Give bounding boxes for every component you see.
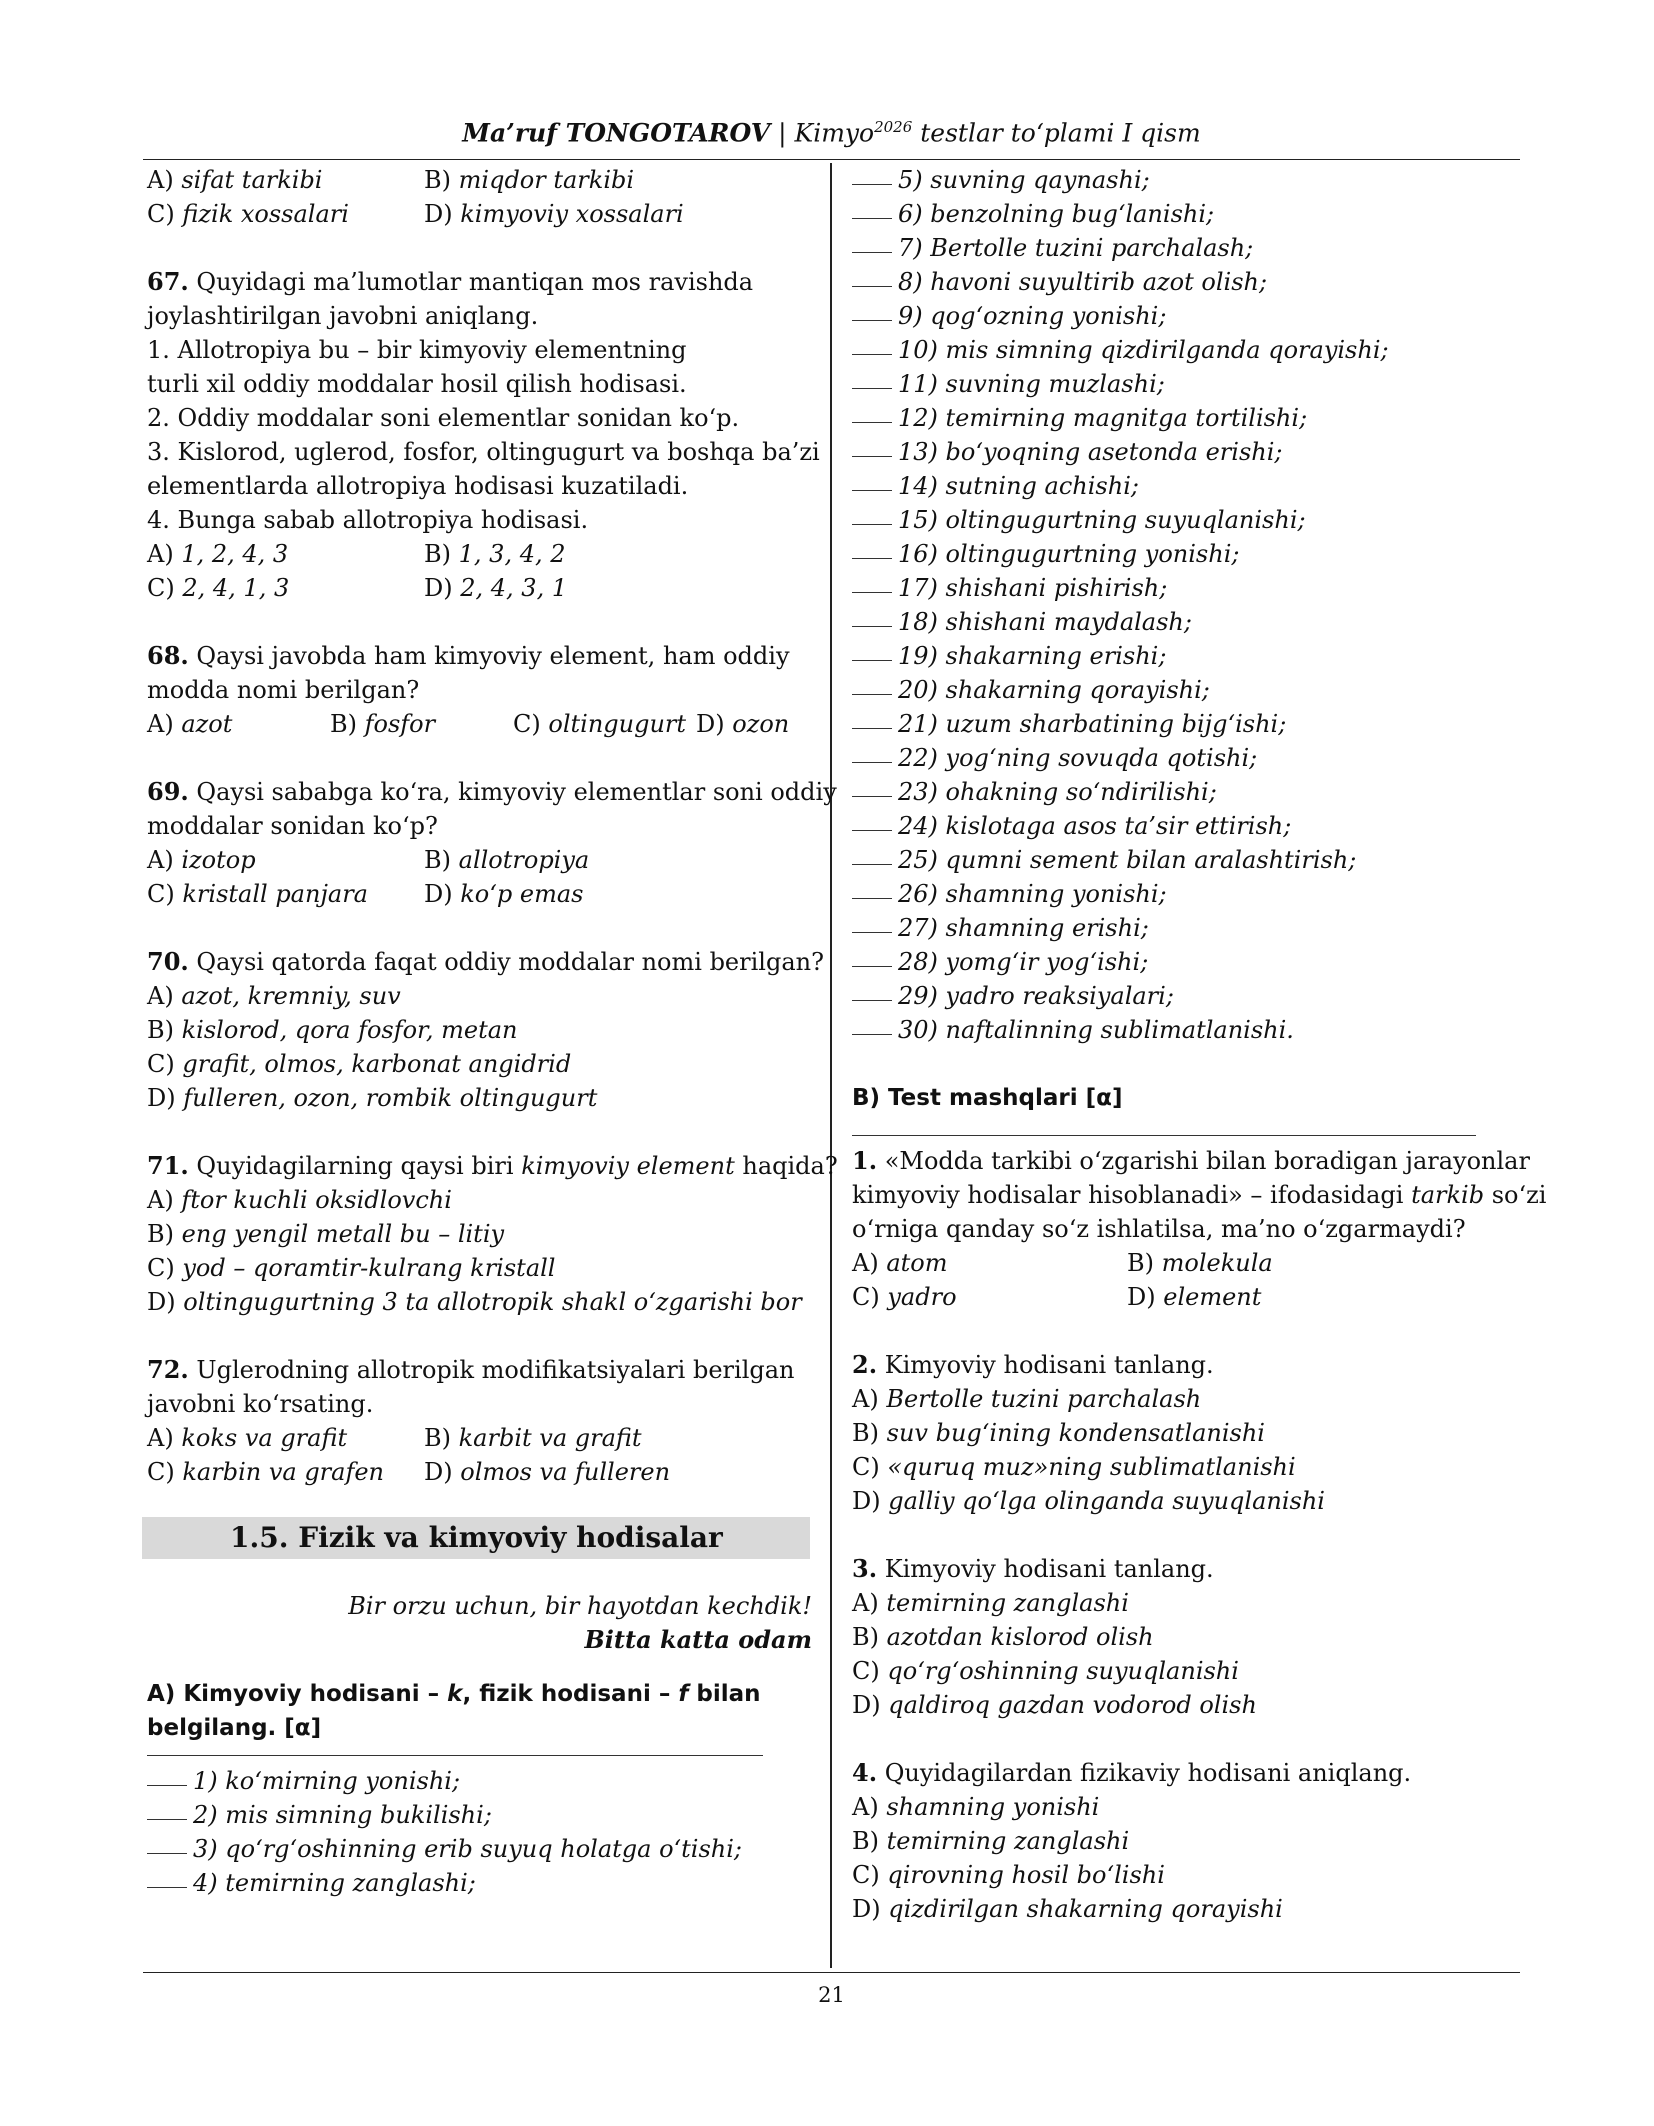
- question-stem: modda nomi berilgan?: [147, 676, 420, 704]
- question-68: [147, 639, 812, 741]
- epigraph: [147, 1589, 812, 1657]
- answer-blank[interactable]: [852, 762, 892, 763]
- answer-blank[interactable]: [852, 1000, 892, 1001]
- option[interactable]: A) izotop: [147, 846, 256, 874]
- answer-blank[interactable]: [852, 898, 892, 899]
- question-stem: Quyidagi ma’lumotlar mantiqan mos ravishda: [188, 268, 754, 296]
- list-item[interactable]: 1) ko‘mirning yonishi;: [147, 1764, 812, 1798]
- task-b-heading: B) Test mashqlari [α]: [852, 1085, 1123, 1111]
- list-item[interactable]: 10) mis simning qizdirilganda qorayishi;: [852, 333, 1502, 367]
- question-stem: Uglerodning allotropik modifikatsiyalari berilgan: [188, 1356, 795, 1384]
- option[interactable]: A) ftor kuchli oksidlovchi: [147, 1186, 452, 1214]
- q66-options: [147, 163, 812, 231]
- answer-blank[interactable]: [852, 422, 892, 423]
- list-item[interactable]: 24) kislotaga asos ta’sir ettirish;: [852, 809, 1502, 843]
- test-question-4: [852, 1756, 1502, 1926]
- question-stem: Kimyoviy hodisani tanlang.: [877, 1351, 1214, 1379]
- question-stem: javobni ko‘rsating.: [147, 1390, 374, 1418]
- option[interactable]: B) karbit va grafit: [424, 1424, 642, 1452]
- question-stem: moddalar sonidan ko‘p?: [147, 812, 438, 840]
- option[interactable]: B) fosfor: [330, 710, 436, 738]
- question-number: 72.: [147, 1355, 189, 1384]
- footer-rule: [143, 1972, 1520, 1973]
- option[interactable]: C) 2, 4, 1, 3: [147, 574, 290, 602]
- option[interactable]: B) eng yengil metall bu – litiy: [147, 1220, 505, 1248]
- statement: elementlarda allotropiya hodisasi kuzatiladi.: [147, 472, 689, 500]
- option[interactable]: D) fulleren, ozon, rombik oltingugurt: [147, 1084, 598, 1112]
- question-stem: haqida?: [734, 1152, 838, 1180]
- question-number: 4.: [852, 1758, 878, 1787]
- test-question-1: [852, 1144, 1547, 1314]
- option[interactable]: C) yod – qoramtir-kulrang kristall: [147, 1254, 556, 1282]
- list-item[interactable]: 7) Bertolle tuzini parchalash;: [852, 231, 1502, 265]
- question-72: [147, 1353, 812, 1489]
- list-item[interactable]: 27) shamning erishi;: [852, 911, 1502, 945]
- answer-blank[interactable]: [852, 184, 892, 185]
- option[interactable]: D) galliy qo‘lga olinganda suyuqlanishi: [852, 1487, 1325, 1515]
- option[interactable]: C) grafit, olmos, karbonat angidrid: [147, 1050, 572, 1078]
- list-item[interactable]: 25) qumni sement bilan aralashtirish;: [852, 843, 1502, 877]
- option[interactable]: A) Bertolle tuzini parchalash: [852, 1385, 1202, 1413]
- header-rule: [143, 159, 1520, 160]
- question-71: [147, 1149, 838, 1319]
- list-item[interactable]: 28) yomg‘ir yog‘ishi;: [852, 945, 1502, 979]
- statement: 4. Bunga sabab allotropiya hodisasi.: [147, 506, 589, 534]
- question-70: [147, 945, 824, 1115]
- phenomena-list-left: [147, 1764, 812, 1900]
- answer-blank[interactable]: [852, 388, 892, 389]
- list-item[interactable]: 14) sutning achishi;: [852, 469, 1502, 503]
- list-item[interactable]: 16) oltingugurtning yonishi;: [852, 537, 1502, 571]
- list-item[interactable]: 26) shamning yonishi;: [852, 877, 1502, 911]
- option[interactable]: B) temirning zanglashi: [852, 1827, 1130, 1855]
- option[interactable]: B) 1, 3, 4, 2: [424, 540, 566, 568]
- list-item[interactable]: 30) naftalinning sublimatlanishi.: [852, 1013, 1502, 1047]
- answer-blank[interactable]: [852, 728, 892, 729]
- question-number: 3.: [852, 1554, 878, 1583]
- answer-blank[interactable]: [147, 1819, 187, 1820]
- option[interactable]: D) oltingugurtning 3 ta allotropik shakl o‘zgarishi bor: [147, 1288, 802, 1316]
- question-stem: Qaysi sababga ko‘ra, kimyoviy elementlar soni oddiy: [188, 778, 837, 806]
- heading-underline: [852, 1135, 1476, 1136]
- option[interactable]: A) temirning zanglashi: [852, 1589, 1129, 1617]
- list-item[interactable]: 15) oltingugurtning suyuqlanishi;: [852, 503, 1502, 537]
- left-column: [147, 163, 838, 1900]
- option[interactable]: A) azot, kremniy, suv: [147, 982, 401, 1010]
- option[interactable]: B) suv bug‘ining kondensatlanishi: [852, 1419, 1265, 1447]
- answer-blank[interactable]: [852, 558, 892, 559]
- answer-blank[interactable]: [852, 524, 892, 525]
- question-number: 67.: [147, 267, 189, 296]
- header-book-name: Kimyo: [794, 118, 875, 148]
- option[interactable]: C) yadro: [852, 1283, 957, 1311]
- answer-blank[interactable]: [852, 966, 892, 967]
- list-item[interactable]: 21) uzum sharbatining bijg‘ishi;: [852, 707, 1502, 741]
- list-item[interactable]: 9) qog‘ozning yonishi;: [852, 299, 1502, 333]
- option[interactable]: C) qirovning hosil bo‘lishi: [852, 1861, 1165, 1889]
- answer-blank[interactable]: [852, 660, 892, 661]
- question-stem: joylashtirilgan javobni aniqlang.: [147, 302, 539, 330]
- question-stem-emphasis: kimyoviy element: [521, 1152, 735, 1180]
- list-item[interactable]: 12) temirning magnitga tortilishi;: [852, 401, 1502, 435]
- option[interactable]: D) ko‘p emas: [424, 880, 584, 908]
- answer-blank[interactable]: [852, 694, 892, 695]
- question-number: 70.: [147, 947, 189, 976]
- question-stem: Quyidagilarning qaysi biri: [188, 1152, 522, 1180]
- question-stem: Kimyoviy hodisani tanlang.: [877, 1555, 1214, 1583]
- option[interactable]: D) olmos va fulleren: [424, 1458, 671, 1486]
- list-item[interactable]: 19) shakarning erishi;: [852, 639, 1502, 673]
- list-item[interactable]: 6) benzolning bug‘lanishi;: [852, 197, 1502, 231]
- list-item[interactable]: 23) ohakning so‘ndirilishi;: [852, 775, 1502, 809]
- test-question-3: [852, 1552, 1502, 1722]
- answer-blank[interactable]: [147, 1887, 187, 1888]
- answer-blank[interactable]: [852, 456, 892, 457]
- list-item[interactable]: 22) yog‘ning sovuqda qotishi;: [852, 741, 1502, 775]
- page-number: 21: [818, 1983, 845, 2007]
- phenomena-list-right: [852, 163, 1502, 1047]
- option[interactable]: D) 2, 4, 3, 1: [424, 574, 568, 602]
- option[interactable]: B) kislorod, qora fosfor, metan: [147, 1016, 518, 1044]
- answer-blank[interactable]: [147, 1785, 187, 1786]
- question-number: 69.: [147, 777, 189, 806]
- option[interactable]: C) fizik xossalari: [147, 200, 349, 228]
- header-separator: |: [778, 118, 787, 148]
- epigraph-quote: Bir orzu uchun, bir hayotdan kechdik!: [348, 1592, 812, 1620]
- question-stem: Quyidagilardan fizikaviy hodisani aniqlang.: [877, 1759, 1412, 1787]
- statement: 1. Allotropiya bu – bir kimyoviy elementning: [147, 336, 687, 364]
- header-book-year: 2026: [874, 118, 913, 136]
- column-divider: [830, 163, 832, 1968]
- statement: 2. Oddiy moddalar soni elementlar sonidan ko‘p.: [147, 404, 740, 432]
- right-column: [852, 163, 1547, 1926]
- answer-blank[interactable]: [852, 796, 892, 797]
- question-number: 1.: [852, 1146, 878, 1175]
- option[interactable]: A) shamning yonishi: [852, 1793, 1100, 1821]
- list-item[interactable]: 5) suvning qaynashi;: [852, 163, 1502, 197]
- answer-blank[interactable]: [852, 490, 892, 491]
- section-title: 1.5. Fizik va kimyoviy hodisalar: [142, 1517, 810, 1559]
- question-number: 71.: [147, 1151, 189, 1180]
- answer-blank[interactable]: [852, 932, 892, 933]
- answer-blank[interactable]: [852, 830, 892, 831]
- question-stem: so‘zi: [1484, 1181, 1547, 1209]
- epigraph-author: Bitta katta odam: [584, 1625, 812, 1654]
- question-stem: o‘rniga qanday so‘z ishlatilsa, ma’no o‘zgarmaydi?: [852, 1215, 1466, 1243]
- option[interactable]: A) sifat tarkibi: [147, 166, 323, 194]
- statement: turli xil oddiy moddalar hosil qilish hodisasi.: [147, 370, 687, 398]
- answer-blank[interactable]: [147, 1853, 187, 1854]
- question-stem: Qaysi qatorda faqat oddiy moddalar nomi berilgan?: [188, 948, 824, 976]
- statement: 3. Kislorod, uglerod, fosfor, oltingugurt va boshqa ba’zi: [147, 438, 820, 466]
- question-stem: «Modda tarkibi o‘zgarishi bilan boradigan jarayonlar: [877, 1147, 1530, 1175]
- list-item[interactable]: 18) shishani maydalash;: [852, 605, 1502, 639]
- option[interactable]: B) allotropiya: [424, 846, 590, 874]
- list-item[interactable]: 4) temirning zanglashi;: [147, 1866, 812, 1900]
- option[interactable]: C) qo‘rg‘oshinning suyuqlanishi: [852, 1657, 1239, 1685]
- question-stem: kimyoviy hodisalar hisoblanadi» – ifodasidagi: [852, 1181, 1412, 1209]
- question-number: 68.: [147, 641, 189, 670]
- answer-blank[interactable]: [852, 864, 892, 865]
- answer-blank[interactable]: [852, 320, 892, 321]
- list-item[interactable]: 20) shakarning qorayishi;: [852, 673, 1502, 707]
- list-item[interactable]: 11) suvning muzlashi;: [852, 367, 1502, 401]
- list-item[interactable]: 8) havoni suyultirib azot olish;: [852, 265, 1502, 299]
- list-item[interactable]: 29) yadro reaksiyalari;: [852, 979, 1502, 1013]
- option[interactable]: D) qaldiroq gazdan vodorod olish: [852, 1691, 1257, 1719]
- task-a-heading: A) Kimyoviy hodisani – k, fizik hodisani – f bilan belgilang. [α]: [147, 1681, 761, 1741]
- answer-blank[interactable]: [852, 626, 892, 627]
- question-stem-emphasis: tarkib: [1411, 1181, 1485, 1209]
- option[interactable]: D) ozon: [696, 710, 790, 738]
- answer-blank[interactable]: [852, 1034, 892, 1035]
- option[interactable]: A) 1, 2, 4, 3: [147, 540, 289, 568]
- test-question-2: [852, 1348, 1502, 1518]
- option[interactable]: B) azotdan kislorod olish: [852, 1623, 1154, 1651]
- answer-blank[interactable]: [852, 218, 892, 219]
- option[interactable]: D) element: [1127, 1283, 1262, 1311]
- option[interactable]: C) «quruq muz»ning sublimatlanishi: [852, 1453, 1296, 1481]
- header-author: Ma’ruf TONGOTAROV: [462, 118, 771, 148]
- option[interactable]: A) atom: [852, 1249, 948, 1277]
- option[interactable]: D) kimyoviy xossalari: [424, 200, 684, 228]
- running-header: [143, 118, 1520, 147]
- option[interactable]: B) miqdor tarkibi: [424, 166, 635, 194]
- header-book-subtitle: testlar to‘plami I qism: [920, 118, 1201, 148]
- option[interactable]: A) azot: [147, 710, 233, 738]
- list-item[interactable]: 2) mis simning bukilishi;: [147, 1798, 812, 1832]
- answer-blank[interactable]: [852, 354, 892, 355]
- option[interactable]: C) karbin va grafen: [147, 1458, 385, 1486]
- option[interactable]: C) kristall panjara: [147, 880, 368, 908]
- question-69: [147, 775, 837, 911]
- answer-blank[interactable]: [852, 286, 892, 287]
- list-item[interactable]: 17) shishani pishirish;: [852, 571, 1502, 605]
- answer-blank[interactable]: [852, 592, 892, 593]
- option[interactable]: A) koks va grafit: [147, 1424, 348, 1452]
- option[interactable]: B) molekula: [1127, 1249, 1273, 1277]
- list-item[interactable]: 13) bo‘yoqning asetonda erishi;: [852, 435, 1502, 469]
- answer-blank[interactable]: [852, 252, 892, 253]
- option[interactable]: D) qizdirilgan shakarning qorayishi: [852, 1895, 1283, 1923]
- option[interactable]: C) oltingugurt: [513, 710, 687, 738]
- question-stem: Qaysi javobda ham kimyoviy element, ham oddiy: [188, 642, 790, 670]
- question-67: [147, 265, 820, 605]
- heading-underline: [147, 1755, 763, 1756]
- list-item[interactable]: 3) qo‘rg‘oshinning erib suyuq holatga o‘tishi;: [147, 1832, 812, 1866]
- question-number: 2.: [852, 1350, 878, 1379]
